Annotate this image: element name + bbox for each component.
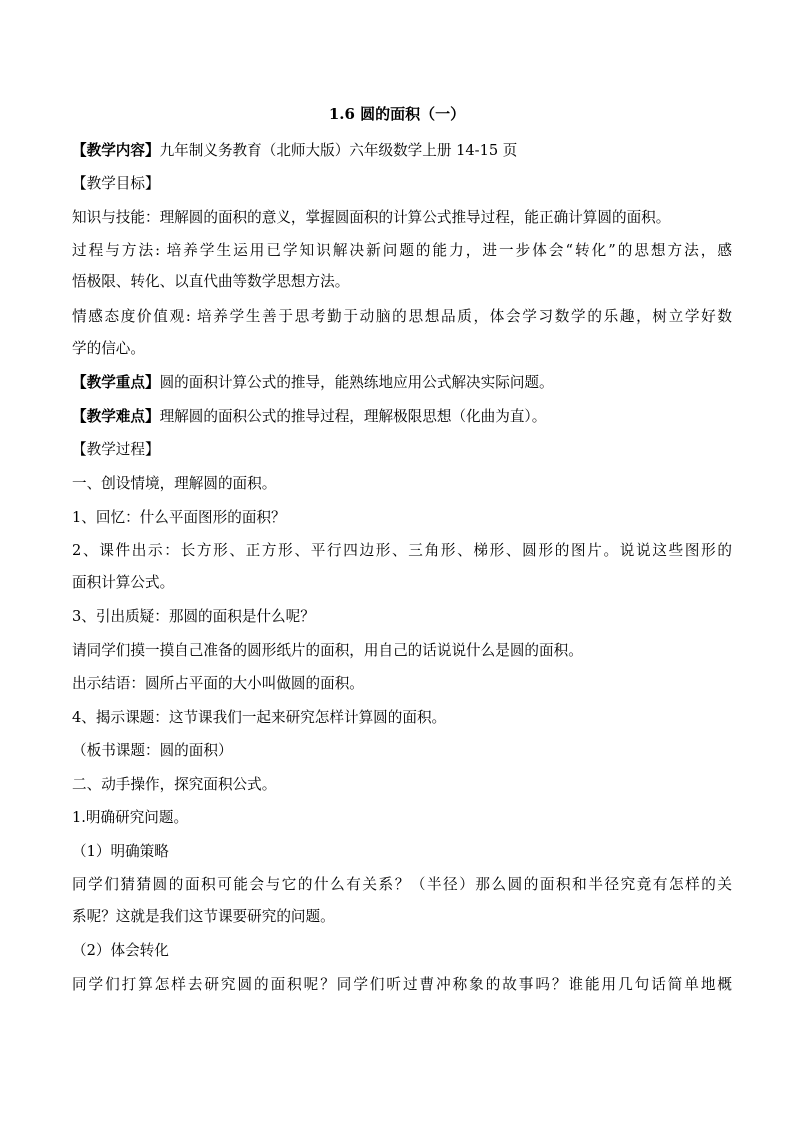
subsection-one-two: （2）体会转化	[72, 942, 169, 959]
board-title-line: （板书课题：圆的面积）	[72, 742, 233, 759]
conclusion-line: 出示结语：圆所占平面的大小叫做圆的面积。	[72, 675, 364, 692]
key-point-text: 圆的面积计算公式的推导，能熟练地应用公式解决实际问题。	[159, 374, 554, 391]
key-point-line	[72, 371, 732, 395]
key-point-label: 【教学重点】	[72, 374, 160, 391]
item-three-detail: 请同学们摸一摸自己准备的圆形纸片的面积，用自己的话说说什么是圆的面积。	[72, 642, 583, 659]
process-method-goal-line1: 过程与方法: 培养学生运用已学知识解决新问题的能力，进一步体会“转化”的思想方法，感	[72, 242, 732, 259]
guess-paragraph-line1: 同学们猜猜圆的面积可能会与它的什么有关系？（半径）那么圆的面积和半径究竟有怎样的关	[72, 876, 732, 893]
knowledge-skill-goal: 知识与技能：理解圆的面积的意义，掌握圆面积的计算公式推导过程，能正确计算圆的面积。	[72, 209, 671, 226]
process-method-goal-line2: 悟极限、转化、以直代曲等数学思想方法。	[72, 273, 350, 290]
emotion-goal-line2: 学的信心。	[72, 340, 145, 357]
page-title: 1.6 圆的面积（一）	[328, 105, 466, 123]
item-four: 4、揭示课题：这节课我们一起来研究怎样计算圆的面积。	[72, 709, 447, 726]
teaching-process-heading: 【教学过程】	[72, 441, 160, 458]
teaching-content-line	[72, 139, 732, 163]
teaching-content-text: 九年制义务教育（北师大版）六年级数学上册 14-15 页	[159, 142, 518, 159]
section-two-heading: 二、动手操作，探究面积公式。	[72, 776, 277, 793]
subsection-one: 1.明确研究问题。	[72, 809, 189, 826]
difficult-point-label: 【教学难点】	[72, 408, 160, 425]
teaching-content-label: 【教学内容】	[72, 142, 160, 159]
section-one-heading: 一、创设情境，理解圆的面积。	[72, 475, 277, 492]
subsection-one-one: （1）明确策略	[72, 843, 169, 860]
teaching-goals-heading: 【教学目标】	[72, 175, 160, 192]
item-three: 3、引出质疑：那圆的面积是什么呢？	[72, 608, 315, 625]
guess-paragraph-line2: 系呢？这就是我们这节课要研究的问题。	[72, 908, 335, 925]
difficult-point-text: 理解圆的面积公式的推导过程，理解极限思想（化曲为直）。	[159, 408, 547, 425]
item-one: 1、回忆：什么平面图形的面积？	[72, 509, 286, 526]
story-paragraph-line1: 同学们打算怎样去研究圆的面积呢？同学们听过曹冲称象的故事吗？谁能用几句话简单地概	[72, 976, 732, 993]
emotion-goal-line1: 情感态度价值观: 培养学生善于思考勤于动脑的思想品质，体会学习数学的乐趣，树立学好数	[72, 308, 732, 325]
item-two-line2: 面积计算公式。	[72, 574, 175, 591]
item-two-line1: 2、课件出示：长方形、正方形、平行四边形、三角形、梯形、圆形的图片。说说这些图形的	[72, 542, 732, 559]
difficult-point-line	[72, 405, 732, 429]
